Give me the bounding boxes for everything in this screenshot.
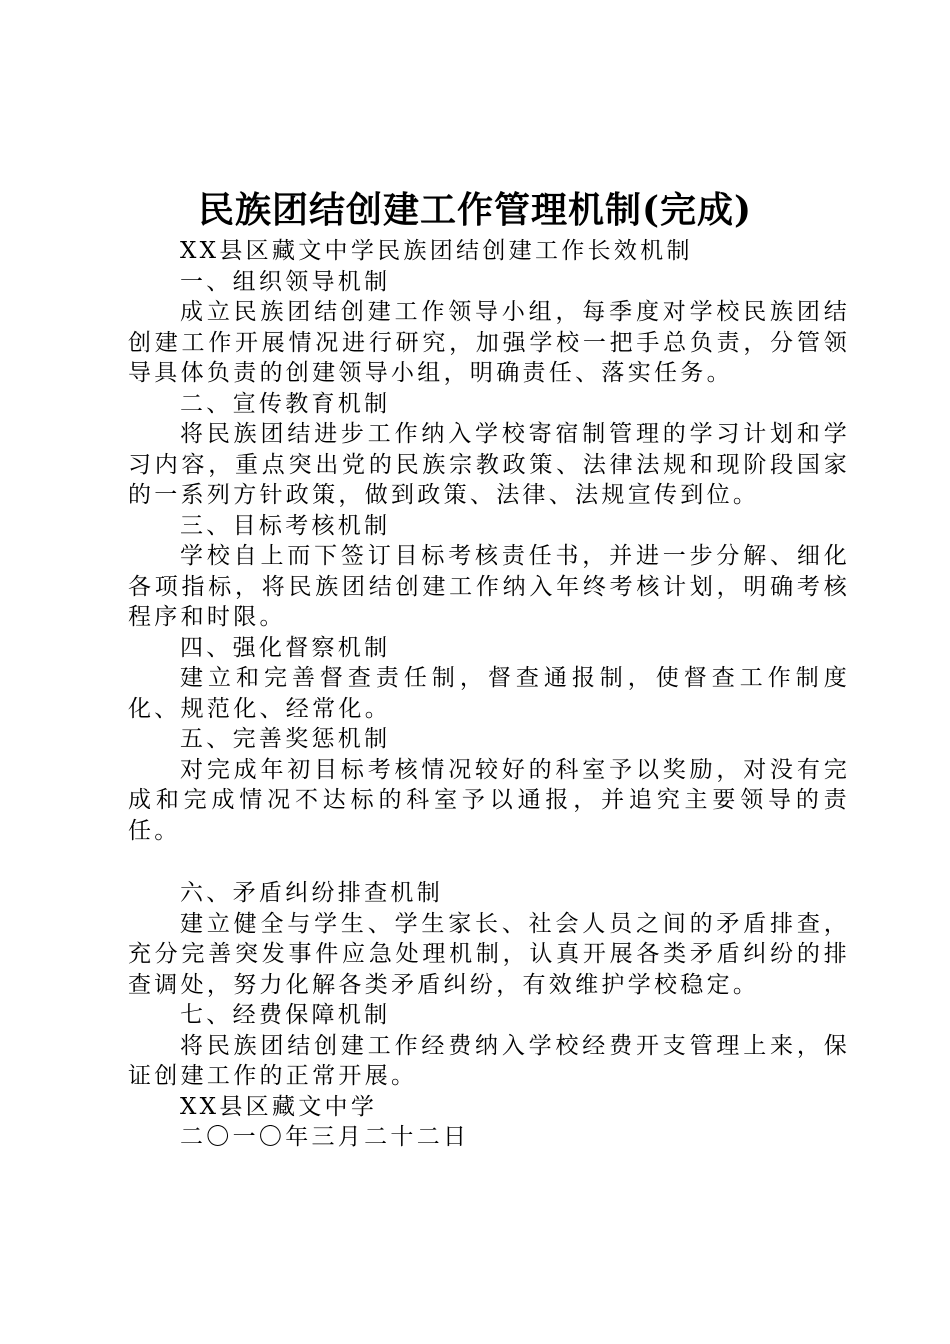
section-heading-6: 六、矛盾纠纷排查机制	[180, 880, 443, 906]
signature-line: XX县区藏文中学	[180, 1093, 378, 1120]
document-title: 民族团结创建工作管理机制(完成)	[197, 189, 753, 231]
section-body-2: 将民族团结进步工作纳入学校寄宿制管理的学习计划和学习内容，重点突出党的民族宗教政策、法律法规和现阶段国家的一系列方针政策，做到政策、法律、法规宣传到位。	[128, 421, 850, 508]
section-body-7: 将民族团结创建工作经费纳入学校经费开支管理上来，保证创建工作的正常开展。	[128, 1032, 850, 1089]
section-heading-3: 三、目标考核机制	[180, 512, 391, 539]
document-subtitle: XX县区藏文中学民族团结创建工作长效机制	[180, 238, 693, 264]
section-body-3: 学校自上而下签订目标考核责任书，并进一步分解、细化各项指标，将民族团结创建工作纳入年终考核计划，明确考核程序和时限。	[128, 543, 850, 630]
section-heading-7: 七、经费保障机制	[180, 1002, 391, 1028]
document-body	[128, 236, 850, 1153]
section-heading-5: 五、完善奖惩机制	[180, 726, 391, 752]
section-heading-2: 二、宣传教育机制	[180, 390, 391, 417]
section-body-1: 成立民族团结创建工作领导小组，每季度对学校民族团结创建工作开展情况进行研究，加强学校一把手总负责，分管领导具体负责的创建领导小组，明确责任、落实任务。	[128, 299, 850, 386]
section-body-6: 建立健全与学生、学生家长、社会人员之间的矛盾排查，充分完善突发事件应急处理机制，认真开展各类矛盾纠纷的排查调处，努力化解各类矛盾纠纷，有效维护学校稳定。	[128, 910, 850, 998]
section-body-4: 建立和完善督查责任制，督查通报制，使督查工作制度化、规范化、经常化。	[128, 665, 850, 722]
date-line: 二〇一〇年三月二十二日	[180, 1124, 470, 1150]
paragraph-gap	[128, 846, 850, 878]
section-heading-1: 一、组织领导机制	[180, 268, 391, 295]
section-body-5: 对完成年初目标考核情况较好的科室予以奖励，对没有完成和完成情况不达标的科室予以通报，并追究主要领导的责任。	[128, 756, 850, 844]
section-heading-4: 四、强化督察机制	[180, 634, 391, 661]
